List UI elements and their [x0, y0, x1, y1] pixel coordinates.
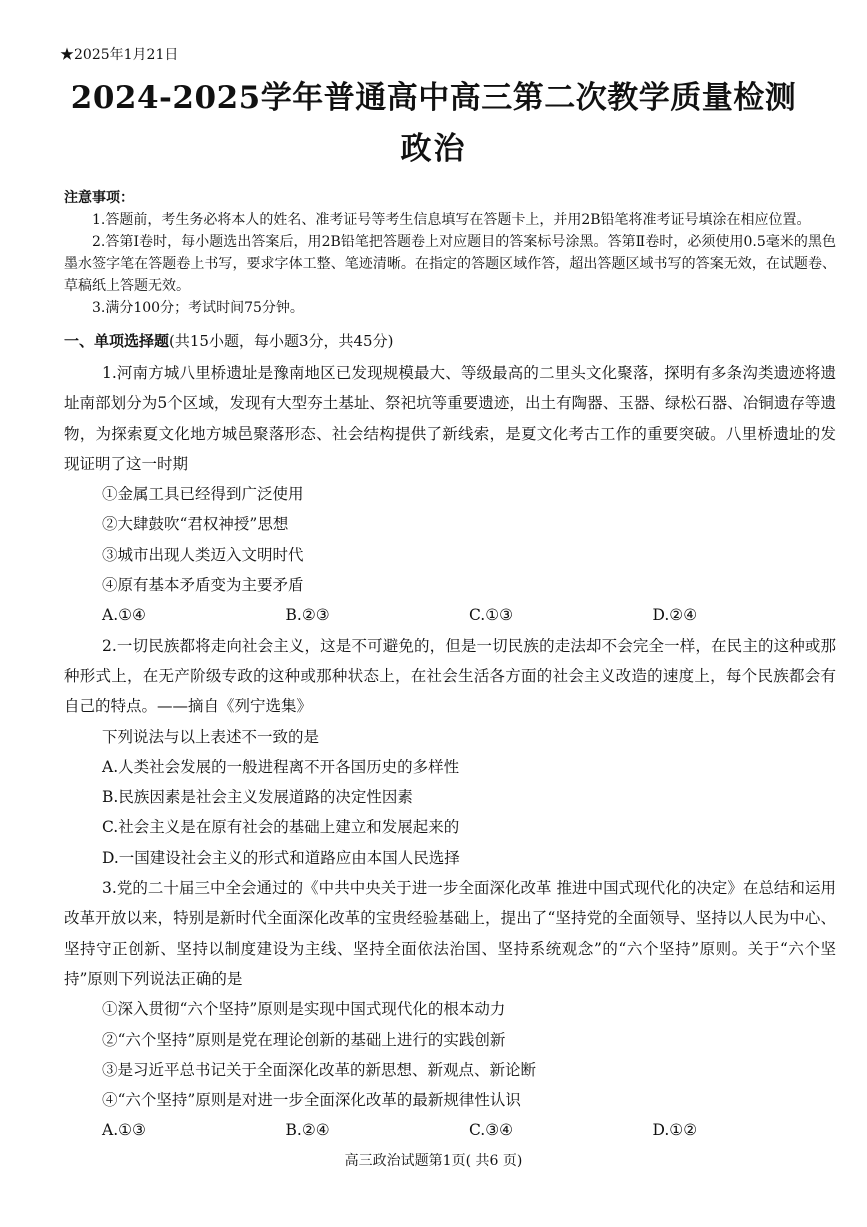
exam-date: ★2025年1月21日: [60, 47, 179, 63]
answer-choices: [64, 1115, 836, 1145]
question-option: D.一国建设社会主义的形式和道路应由本国人民选择: [102, 848, 460, 867]
question-prompt: 下列说法与以上表述不一致的是: [102, 727, 320, 746]
answer-choice-c: C.①③: [469, 606, 514, 625]
answer-choice-b: B.②③: [285, 606, 330, 625]
answer-choice-a: A.①③: [102, 1121, 146, 1140]
exam-title: 2024-2025学年普通高中高三第二次教学质量检测: [70, 80, 797, 116]
section-heading: [64, 330, 393, 351]
question-stem: 1.河南方城八里桥遗址是豫南地区已发现规模最大、等级最高的二里头文化聚落，探明有多条沟类遗迹将遗址南部划分为5个区域，发现有大型夯土基址、祭祀坑等重要遗迹，出土有陶器、玉器、绿松石器、冶铜遗存等遗物，为探索夏文化地方城邑聚落形态、社会结构提供了新线索，是夏文化考古工作的重要突破。八里桥遗址的发现证明了这一时期: [64, 364, 836, 473]
question-option: ②大肆鼓吹“君权神授”思想: [102, 515, 289, 534]
answer-choices: [64, 600, 836, 630]
answer-choice-b: B.②④: [285, 1121, 330, 1140]
exam-subject: 政治: [400, 131, 467, 167]
section-title: 一、单项选择题: [64, 332, 170, 350]
question-stem: 2.一切民族都将走向社会主义，这是不可避免的，但是一切民族的走法却不会完全一样，在民主的这种或那种形式上，在无产阶级专政的这种或那种状态上，在社会生活各方面的社会主义改造的速度上，每个民族都会有自己的特点。——摘自《列宁选集》: [64, 636, 836, 716]
notice-block: [64, 187, 836, 319]
question-stem: 3.党的二十届三中全会通过的《中共中央关于进一步全面深化改革 推进中国式现代化的决定》在总结和运用改革开放以来，特别是新时代全面深化改革的宝贵经验基础上，提出了“坚持党的全面领导、坚持以人民为中心、坚持守正创新、坚持以制度建设为主线、坚持全面依法治国、坚持系统观念”的“六个坚持”原则。关于“六个坚持”原则下列说法正确的是: [64, 879, 836, 988]
question-option: ④原有基本矛盾变为主要矛盾: [102, 576, 304, 595]
question-option: ②“六个坚持”原则是党在理论创新的基础上进行的实践创新: [102, 1030, 506, 1049]
question-option: C.社会主义是在原有社会的基础上建立和发展起来的: [102, 818, 460, 837]
question-option: ③城市出现人类迈入文明时代: [102, 545, 304, 564]
notice-heading: 注意事项：: [64, 190, 134, 206]
question-list: [64, 358, 836, 1146]
question-option: A.人类社会发展的一般进程离不开各国历史的多样性: [102, 757, 460, 776]
question-option: ①深入贯彻“六个坚持”原则是实现中国式现代化的根本动力: [102, 1000, 506, 1019]
section-desc: (共15小题，每小题3分，共45分): [169, 332, 394, 350]
question-option: ①金属工具已经得到广泛使用: [102, 485, 304, 504]
question-option: B.民族因素是社会主义发展道路的决定性因素: [102, 788, 413, 807]
notice-item: 1.答题前，考生务必将本人的姓名、准考证号等考生信息填写在答题卡上，并用2B铅笔将准考证号填涂在相应位置。: [92, 212, 811, 228]
question-option: ④“六个坚持”原则是对进一步全面深化改革的最新规律性认识: [102, 1091, 521, 1110]
question-option: ③是习近平总书记关于全面深化改革的新思想、新观点、新论断: [102, 1060, 537, 1079]
answer-choice-c: C.③④: [469, 1121, 514, 1140]
answer-choice-d: D.①②: [652, 1121, 698, 1140]
notice-item: 3.满分100分；考试时间75分钟。: [92, 300, 304, 316]
page-footer: 高三政治试题第1页( 共6 页): [344, 1153, 523, 1169]
notice-item: 2.答第Ⅰ卷时，每小题选出答案后，用2B铅笔把答题卷上对应题目的答案标号涂黑。答第Ⅱ卷时，必须使用0.5毫米的黑色墨水签字笔在答题卷上书写，要求字体工整、笔迹清晰。在指定的答题区域作答，超出答题区域书写的答案无效，在试题卷、草稿纸上答题无效。: [64, 234, 836, 294]
answer-choice-d: D.②④: [652, 606, 698, 625]
answer-choice-a: A.①④: [102, 606, 146, 625]
